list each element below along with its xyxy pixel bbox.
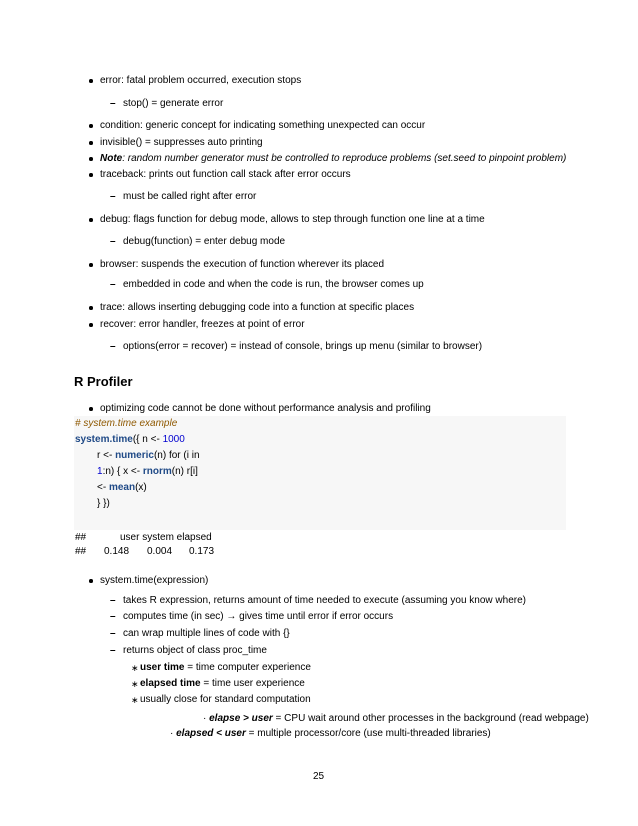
systime-elapsed-lt-user <box>170 728 491 740</box>
bullet-dot <box>89 79 93 83</box>
code-text: <- <box>97 482 109 493</box>
bullet-dot <box>89 173 93 177</box>
bullet-dot <box>89 141 93 145</box>
item-trace: trace: allows inserting debugging code into a function at specific places <box>100 302 415 313</box>
dash-marker: – <box>110 279 116 290</box>
systime-main: system.time(expression) <box>100 575 209 586</box>
systime-sub-1: takes R expression, returns amount of time needed to execute (assuming you know where) <box>123 595 526 606</box>
code-line-1 <box>75 434 185 446</box>
item-note <box>100 153 566 165</box>
item-browser-sub: embedded in code and when the code is run, the browser comes up <box>123 279 424 290</box>
systime-sub-2: computes time (in sec) → gives time until error if error occurs <box>123 611 394 622</box>
code-text: r <- <box>97 450 116 461</box>
note-label: Note <box>100 153 123 164</box>
item-browser: browser: suspends the execution of function wherever its placed <box>100 259 385 270</box>
code-text: :n) { x <- <box>102 466 143 477</box>
item-condition: condition: generic concept for indicating something unexpected can occur <box>100 120 426 131</box>
code-line-2 <box>97 450 200 462</box>
systime-elapsed-time <box>140 678 305 690</box>
systime-user-time <box>140 662 311 674</box>
item-traceback-sub: must be called right after error <box>123 191 257 202</box>
item-invisible: invisible() = suppresses auto printing <box>100 137 263 148</box>
systime-sub-3: can wrap multiple lines of code with {} <box>123 628 290 639</box>
code-comment: # system.time example <box>75 418 178 429</box>
output-prefix: ## <box>75 546 87 557</box>
code-fn-mean: mean <box>108 482 136 493</box>
item-stop: stop() = generate error <box>123 98 224 109</box>
dash-marker: – <box>110 191 116 202</box>
output-header: user system elapsed <box>120 532 212 543</box>
code-text: (x) <box>135 482 147 493</box>
dash-marker: – <box>110 628 116 639</box>
item-debug-sub: debug(function) = enter debug mode <box>123 236 286 247</box>
bullet-dot <box>89 579 93 583</box>
dash-marker: – <box>110 645 116 656</box>
code-fn-systime: system.time <box>75 434 133 445</box>
code-fn-numeric: numeric <box>115 450 154 461</box>
dash-marker: – <box>110 98 116 109</box>
code-line-5: } }) <box>97 498 110 509</box>
star-marker: ∗ <box>131 663 139 673</box>
dash-marker: – <box>110 611 116 622</box>
item-recover: recover: error handler, freezes at point of error <box>100 319 305 330</box>
user-time-desc: = time computer experience <box>184 662 311 673</box>
bullet-dot <box>89 263 93 267</box>
item-debug: debug: flags function for debug mode, allows to step through function one line at a time <box>100 214 485 225</box>
bullet-dot <box>89 218 93 222</box>
star-marker: ∗ <box>131 679 139 689</box>
output-system-value: 0.004 <box>147 546 173 557</box>
bullet-dot <box>89 124 93 128</box>
page-number: 25 <box>313 771 325 782</box>
elapsed-lt-user-desc: = multiple processor/core (use multi-threaded libraries) <box>245 728 491 739</box>
systime-usually-close: usually close for standard computation <box>140 694 311 705</box>
code-num: 1000 <box>162 434 185 445</box>
output-prefix: ## <box>75 532 87 543</box>
dot-marker: · <box>170 728 174 739</box>
code-line-3 <box>97 466 198 478</box>
item-recover-sub: options(error = recover) = instead of console, brings up menu (similar to browser) <box>123 341 483 352</box>
code-text: ({ n <- <box>132 434 163 445</box>
section-title: R Profiler <box>74 374 133 389</box>
item-error: error: fatal problem occurred, execution stops <box>100 75 302 86</box>
bullet-dot <box>89 157 93 161</box>
code-num: 1 <box>97 466 103 477</box>
elapsed-time-label: elapsed time <box>140 678 201 689</box>
dot-marker: · <box>203 713 207 724</box>
user-time-label: user time <box>140 662 185 673</box>
dash-marker: – <box>110 341 116 352</box>
elapsed-time-desc: = time user experience <box>200 678 305 689</box>
bullet-dot <box>89 407 93 411</box>
code-text: (n) for (i in <box>153 450 200 461</box>
output-user-value: 0.148 <box>104 546 130 557</box>
code-fn-rnorm: rnorm <box>142 466 172 477</box>
systime-sub-4: returns object of class proc_time <box>123 645 267 656</box>
code-text: (n) r[i] <box>171 466 198 477</box>
item-traceback: traceback: prints out function call stack after error occurs <box>100 169 351 180</box>
systime-elapse-gt-user <box>203 713 589 725</box>
bullet-dot <box>89 306 93 310</box>
elapsed-lt-user-label: elapsed < user <box>176 728 246 739</box>
note-text: : random number generator must be controlled to reproduce problems (set.seed to pinpoint problem) <box>122 153 567 164</box>
elapse-gt-user-label: elapse > user <box>209 713 273 724</box>
dash-marker: – <box>110 236 116 247</box>
code-line-4 <box>97 482 147 494</box>
elapse-gt-user-desc: = CPU wait around other processes in the background (read webpage) <box>272 713 589 724</box>
bullet-dot <box>89 323 93 327</box>
output-elapsed-value: 0.173 <box>189 546 215 557</box>
dash-marker: – <box>110 595 116 606</box>
star-marker: ∗ <box>131 695 139 705</box>
section-intro: optimizing code cannot be done without performance analysis and profiling <box>100 403 431 414</box>
